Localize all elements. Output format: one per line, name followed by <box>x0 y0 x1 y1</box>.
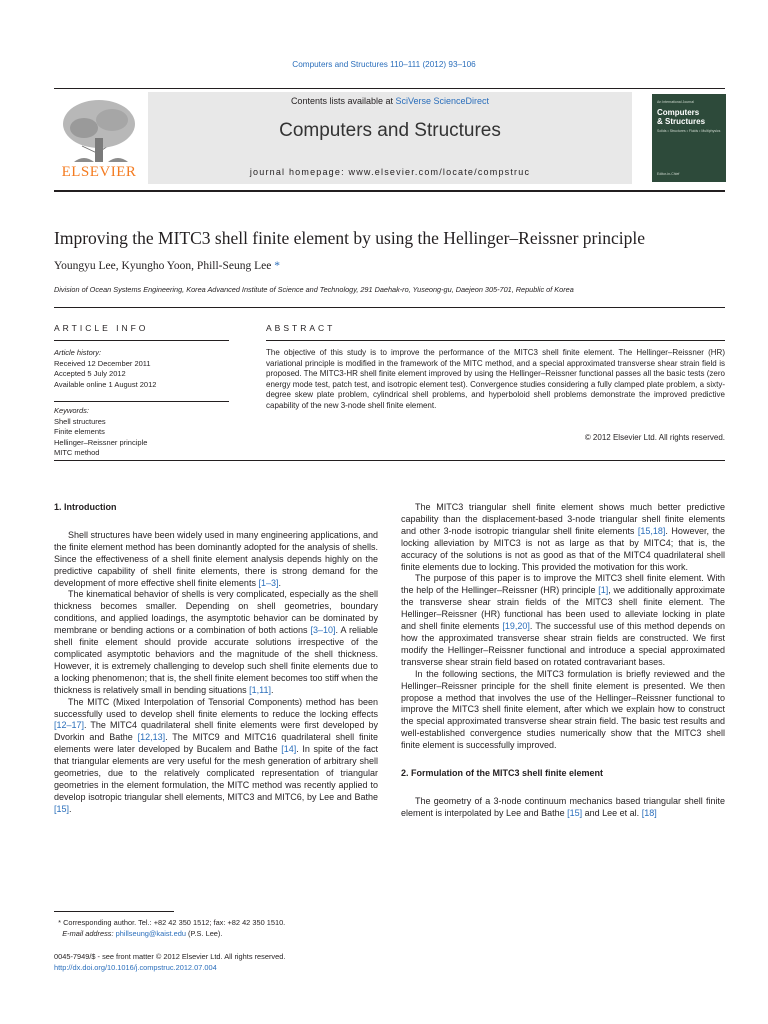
email-label: E-mail address: <box>62 928 116 938</box>
left-column <box>54 502 378 816</box>
article-history <box>54 348 229 390</box>
keywords-heading: Keywords: <box>54 406 90 415</box>
cover-title-line1: Computers <box>657 108 700 117</box>
header-bottom-rule <box>54 190 725 192</box>
header-top-rule <box>54 88 725 89</box>
history-received: Received 12 December 2011 <box>54 358 151 368</box>
history-heading: Article history: <box>54 348 102 357</box>
paragraph-text: and Lee et al. <box>582 807 642 818</box>
keywords-rule <box>54 401 229 402</box>
author-list <box>54 260 280 272</box>
paragraph-text: . <box>270 684 274 695</box>
paragraph: In the following sections, the MITC3 formulation is briefly reviewed and the Hellinger–Reissner principle for the shell finite element is presented. We then propose a method that involves the use of the Hellinger–Reissner functional to improve the MITC3 shell finite element, after which we explain how to construct the special approximated transverse shear strain field. The basic test results and well-established convergence studies numerically show that the MITC3 shell finite element is successfully improved. <box>401 668 725 751</box>
citation-link[interactable]: [1,11] <box>249 684 271 695</box>
front-matter-rule <box>54 460 725 461</box>
paragraph <box>54 697 378 816</box>
paragraph-text: . In spite of the fact that triangular elements are very useful for the mesh generation of arbitrary shell geometries, due to the relatively complicated representation of triangular geometries in the element formulation, the MITC method was recently applied to develop isotropic triangular shell elements, MITC3 and MITC6, by Lee and Bathe <box>54 744 378 802</box>
paragraph <box>54 530 378 590</box>
paragraph-text: , we additionally approximate the transverse shear strain fields of the MITC3 shell finite element. The Hellinger–Reissner (HR) functional has been used to alleviate locking in plate and shell finite elements <box>401 585 725 632</box>
section-heading-introduction: 1. Introduction <box>54 502 117 512</box>
paragraph-text: . <box>278 577 281 588</box>
homepage-prefix: journal homepage: <box>249 167 349 177</box>
paragraph <box>401 502 725 573</box>
journal-title: Computers and Structures <box>279 120 501 141</box>
doi-link[interactable]: http://dx.doi.org/10.1016/j.compstruc.2012.07.004 <box>54 962 217 972</box>
right-column <box>401 502 725 820</box>
paragraph-text: The MITC (Mixed Interpolation of Tensorial Components) method has been successfully used to develop shell finite elements to reduce the locking effects <box>54 696 378 719</box>
footnote-mark: * <box>58 918 61 927</box>
footnote-email <box>54 929 378 940</box>
citation-link[interactable]: [15] <box>567 807 583 818</box>
citation-link[interactable]: [15,18] <box>637 525 666 536</box>
title-rule <box>54 307 725 308</box>
footnote-contact <box>54 918 378 929</box>
authors-text: Youngyu Lee, Kyungho Yoon, Phill-Seung Lee <box>54 260 272 272</box>
cover-bottom-text: Editor-in-Chief <box>657 172 680 176</box>
section-heading-formulation: 2. Formulation of the MITC3 shell finite element <box>401 768 604 779</box>
paragraph-text: . A reliable shell finite element should provide accurate solutions irrespective of the complicated asymptotic behaviors and the magnitude of the shell thickness. However, it is extremely challenging to develop such shell finite elements due to a locking phenomenon; that is, the shell finite element becomes too stiff when the thickness is relatively small in bending situations <box>54 625 378 695</box>
keyword-item: Hellinger–Reissner principle <box>54 437 148 447</box>
citation-link[interactable]: [19,20] <box>502 621 530 632</box>
paragraph <box>401 796 725 820</box>
footnote-rule <box>54 911 174 912</box>
cover-subtitle: Solids • Structures • Fluids • Multiphysics <box>657 129 721 133</box>
paragraph-text: . The successful use of this method depends on how the approximated transverse shear strain fields are constructed. We first modify the Hellinger–Reissner functional and introduce a special approximated transverse shear strain field based on rotated contravariant bases. <box>401 621 725 667</box>
paragraph-text: . <box>69 803 72 814</box>
affiliation: Division of Ocean Systems Engineering, Korea Advanced Institute of Science and Technology, 291 Daehak-ro, Yuseong-gu, Daejeon 305-701, Republic of Korea <box>54 285 574 294</box>
email-suffix: (P.S. Lee). <box>186 928 223 938</box>
homepage-link[interactable]: www.elsevier.com/locate/compstruc <box>348 167 531 177</box>
paragraph-text: The purpose of this paper is to improve the MITC3 shell finite element. With the help of the Hellinger–Reissner (HR) principle <box>401 573 725 596</box>
paragraph <box>54 589 378 696</box>
abstract-copyright: © 2012 Elsevier Ltd. All rights reserved. <box>584 433 725 442</box>
issn-block <box>54 952 378 973</box>
sciencedirect-link[interactable]: SciVerse ScienceDirect <box>395 96 490 106</box>
cover-small-text: An International Journal <box>657 100 694 104</box>
keywords <box>54 406 229 459</box>
abstract-label: ABSTRACT <box>266 323 336 333</box>
citation-link[interactable]: [1–3] <box>258 577 279 588</box>
history-accepted: Accepted 5 July 2012 <box>54 369 126 378</box>
abstract-text: The objective of this study is to improve the performance of the MITC3 shell finite element. The Hellinger–Reissner (HR) variational principle is modified in the framework of the MITC method, and a special approximated transverse shear strain field is proposed. The MITC3-HR shell finite element improved by using the Hellinger–Reissner functional passes all the basic tests (zero energy mode test, patch test, and isotropic element test). Convergence studies considering a fully clamped plate problem, a sixty-degree skew plate problem, cylindrical shell problems, and hyperboloid shell problems demonstrate the improved predictive capability of the new 3-node shell finite element. <box>266 348 725 410</box>
paragraph-text: The kinematical behavior of shells is very complicated, especially as the shell thickness becomes smaller. Depending on shell geometries, boundary conditions, and applied loadings, the asymptotic behavior can be dominated by membrane or bending actions or a combination of both actions <box>54 589 378 636</box>
journal-citation[interactable]: Computers and Structures 110–111 (2012) 93–106 <box>292 60 476 69</box>
article-info-label: ARTICLE INFO <box>54 323 149 333</box>
cover-title <box>657 108 723 126</box>
journal-homepage <box>148 167 632 177</box>
citation-link[interactable]: [12–17] <box>54 720 85 731</box>
email-link[interactable]: phillseung@kaist.edu <box>115 928 186 938</box>
keyword-item: Shell structures <box>54 416 106 426</box>
keyword-item: Finite elements <box>54 427 105 436</box>
abstract-rule <box>266 340 725 341</box>
paragraph-text: The MITC3 triangular shell finite element shows much better predictive capability than the displacement-based 3-node triangular shell finite elements and other 3-node isotropic triangular shell finite elements <box>401 502 725 536</box>
paragraph <box>401 573 725 668</box>
corresponding-author-mark[interactable]: * <box>274 260 280 272</box>
footnote-text: Corresponding author. Tel.: +82 42 350 1512; fax: +82 42 350 1510. <box>63 918 286 927</box>
contents-prefix: Contents lists available at <box>290 96 396 106</box>
paragraph-text: . The MITC9 and MITC16 quadrilateral shell finite elements were later developed by Bucalem and Bathe <box>54 732 378 755</box>
paragraph-text: Shell structures have been widely used in many engineering applications, and the finite element method has been dominantly adopted for the analysis of shells. Since the effectiveness of a shell finite element analysis depends highly on the predictive capability of shell finite elements, there is strong demand for the development of more effective shell finite elements <box>54 529 378 588</box>
paper-title: Improving the MITC3 shell finite element by using the Hellinger–Reissner principle <box>54 228 645 248</box>
paragraph-text: . The MITC4 quadrilateral shell finite elements were first developed by Dvorkin and Bathe <box>54 720 378 743</box>
history-online: Available online 1 August 2012 <box>54 379 157 389</box>
cover-title-line2: & Structures <box>657 117 706 126</box>
citation-link[interactable]: [3–10] <box>310 625 336 636</box>
citation-link[interactable]: [14] <box>281 744 297 755</box>
issn-line: 0045-7949/$ - see front matter © 2012 Elsevier Ltd. All rights reserved. <box>54 952 286 961</box>
citation-link[interactable]: [18] <box>641 807 657 818</box>
article-info-rule <box>54 340 229 341</box>
contents-line <box>148 96 632 106</box>
elsevier-wordmark: ELSEVIER <box>61 164 137 180</box>
corresponding-author-footnote <box>54 918 378 939</box>
citation-link[interactable]: [1] <box>598 585 609 596</box>
paragraph-text: . However, the locking alleviation by MITC3 is not as large as that by MITC4; that is, the accuracy of the solutions is not as good as that of the MITC4 quadrilateral shell finite elements due to locking. This provided the motivation for this work. <box>401 525 725 572</box>
citation-link[interactable]: [12,13] <box>137 732 166 743</box>
citation-link[interactable]: [15] <box>54 803 70 814</box>
paragraph-text: The geometry of a 3-node continuum mechanics based triangular shell finite element is interpolated by Lee and Bathe <box>401 795 725 818</box>
keyword-item: MITC method <box>54 448 100 457</box>
